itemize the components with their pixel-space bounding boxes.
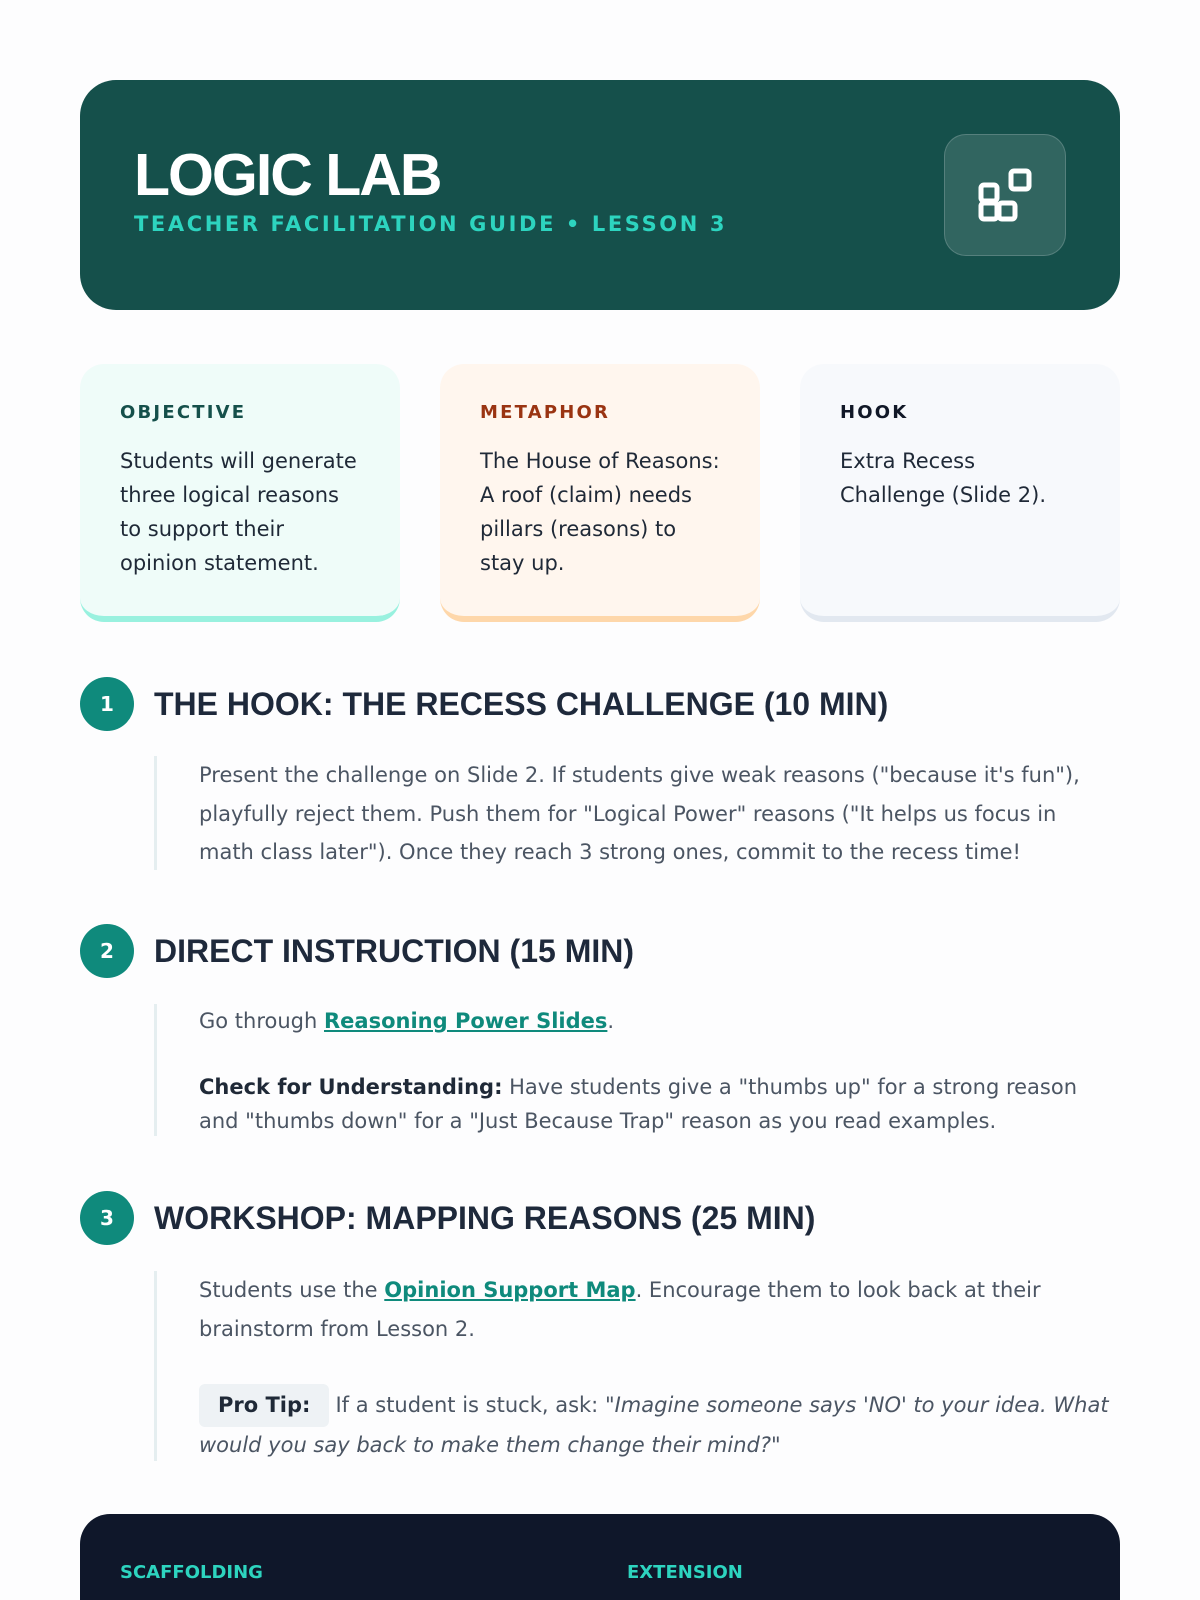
step-2-badge: 2 [80, 924, 134, 978]
step-2-title: DIRECT INSTRUCTION (15 MIN) [154, 933, 634, 969]
step-2-body [154, 1004, 1114, 1136]
footer-panel [80, 1514, 1120, 1600]
step-2-check [199, 1070, 1114, 1138]
pro-tip-text: If a student is stuck, ask: [335, 1393, 605, 1417]
reasoning-power-slides-link[interactable]: Reasoning Power Slides [324, 1009, 608, 1033]
hook-card [800, 364, 1120, 622]
metaphor-label: METAPHOR [480, 402, 611, 423]
check-text: Have students give a "thumbs up" for a strong reason and "thumbs down" for a "Just Because Trap" reason as you read examples. [199, 1075, 1078, 1133]
step-3-intro-end: . Encourage them to look back at their brainstorm from Lesson 2. [199, 1278, 1041, 1341]
objective-label: OBJECTIVE [120, 402, 247, 423]
step-3-intro [199, 1271, 1114, 1348]
step-2-intro [199, 1004, 1114, 1038]
metaphor-card [440, 364, 760, 622]
pro-tip-label: Pro Tip: [199, 1384, 329, 1427]
step-3-body [154, 1271, 1114, 1461]
objective-card [80, 364, 400, 622]
step-3-intro-text: Students use the [199, 1278, 385, 1302]
pro-tip [199, 1384, 1114, 1464]
step-1-badge: 1 [80, 677, 134, 731]
extension-label: EXTENSION [627, 1562, 743, 1583]
blocks-icon [944, 134, 1066, 256]
opinion-support-map-link[interactable]: Opinion Support Map [384, 1278, 636, 1302]
objective-text: Students will generate three logical reasons to support their opinion statement. [120, 449, 357, 575]
step-1-body [154, 756, 1114, 870]
step-1-title: THE HOOK: THE RECESS CHALLENGE (10 MIN) [154, 686, 889, 722]
step-3-badge: 3 [80, 1191, 134, 1245]
metaphor-text: The House of Reasons: A roof (claim) needs pillars (reasons) to stay up. [480, 449, 720, 575]
step-3-title: WORKSHOP: MAPPING REASONS (25 MIN) [154, 1200, 816, 1236]
header-banner [80, 80, 1120, 310]
step-1-text: Present the challenge on Slide 2. If students give weak reasons ("because it's fun"), playfully reject them. Push them for "Logical Power" reasons ("It helps us focus in math class later"). Once they reach 3 strong ones, commit to the recess time! [199, 763, 1080, 864]
page-title: LOGIC LAB [134, 142, 441, 208]
hook-label: HOOK [840, 402, 909, 423]
pro-tip-quote: "Imagine someone says 'NO' to your idea. What would you say back to make them change their mind?" [199, 1393, 1109, 1457]
hook-text: Extra Recess Challenge (Slide 2). [840, 449, 1047, 507]
check-label: Check for Understanding: [199, 1075, 503, 1099]
step-2-intro-text: Go through [199, 1009, 324, 1033]
step-2-intro-end: . [607, 1009, 615, 1033]
page-subtitle: TEACHER FACILITATION GUIDE • LESSON 3 [134, 212, 728, 236]
scaffolding-label: SCAFFOLDING [120, 1562, 263, 1583]
